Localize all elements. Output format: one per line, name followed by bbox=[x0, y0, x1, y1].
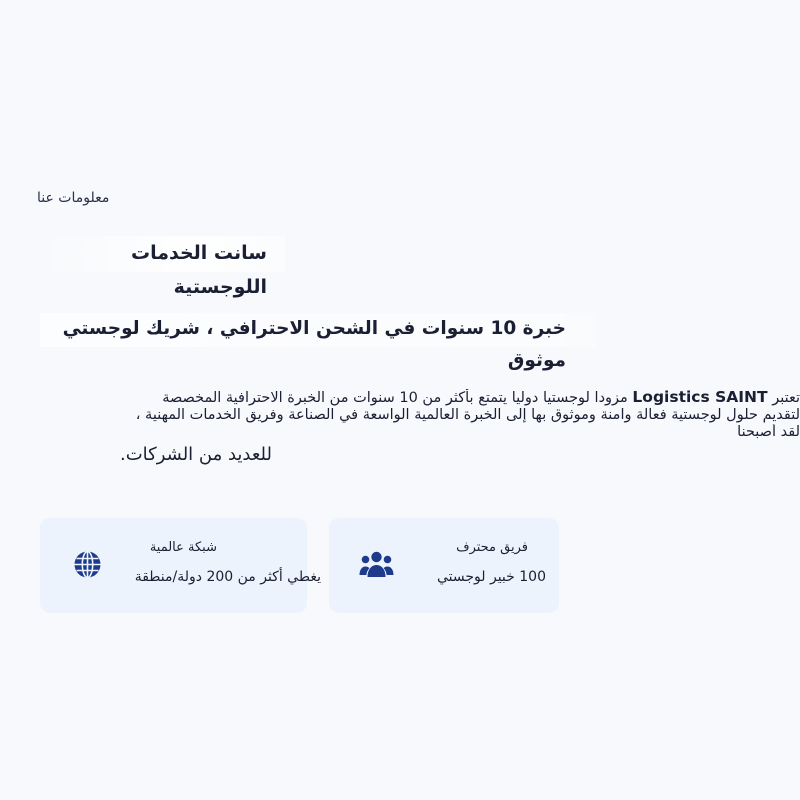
paragraph-prefix: تعتبر bbox=[772, 390, 800, 406]
paragraph-ending: للعديد من الشركات. bbox=[119, 444, 272, 465]
section-eyebrow: معلومات عنا bbox=[37, 190, 110, 206]
paragraph-line-1 bbox=[40, 389, 800, 407]
feature-title: فريق محترف bbox=[456, 540, 528, 555]
feature-title: شبكة عالمية bbox=[149, 540, 217, 555]
feature-description: يغطي أكثر من 200 دولة/منطقة bbox=[134, 569, 321, 585]
brand-name: Logistics SAINT bbox=[632, 389, 768, 406]
feature-card-global-network bbox=[40, 518, 321, 613]
about-paragraph bbox=[40, 389, 800, 441]
feature-card-professional-team bbox=[329, 518, 559, 613]
page-title: سانت الخدمات اللوجستية bbox=[40, 236, 285, 272]
page-subtitle: خبرة 10 سنوات في الشحن الاحترافي ، شريك لوجستي موثوق bbox=[40, 313, 596, 347]
paragraph-line-3: لقد أصبحنا bbox=[737, 424, 800, 440]
paragraph-rest: مزودا لوجستيا دوليا يتمتع بأكثر من 10 سنوات من الخبرة الاحترافية المخصصة bbox=[162, 390, 628, 406]
team-icon bbox=[359, 550, 394, 584]
paragraph-line-2: لتقديم حلول لوجستية فعالة وآمنة وموثوق بها إلى الخبرة العالمية الواسعة في الصناعة وفريق الخدمات المهنية ، bbox=[135, 407, 800, 423]
feature-description: 100 خبير لوجستي bbox=[437, 569, 546, 585]
globe-icon bbox=[73, 550, 102, 583]
